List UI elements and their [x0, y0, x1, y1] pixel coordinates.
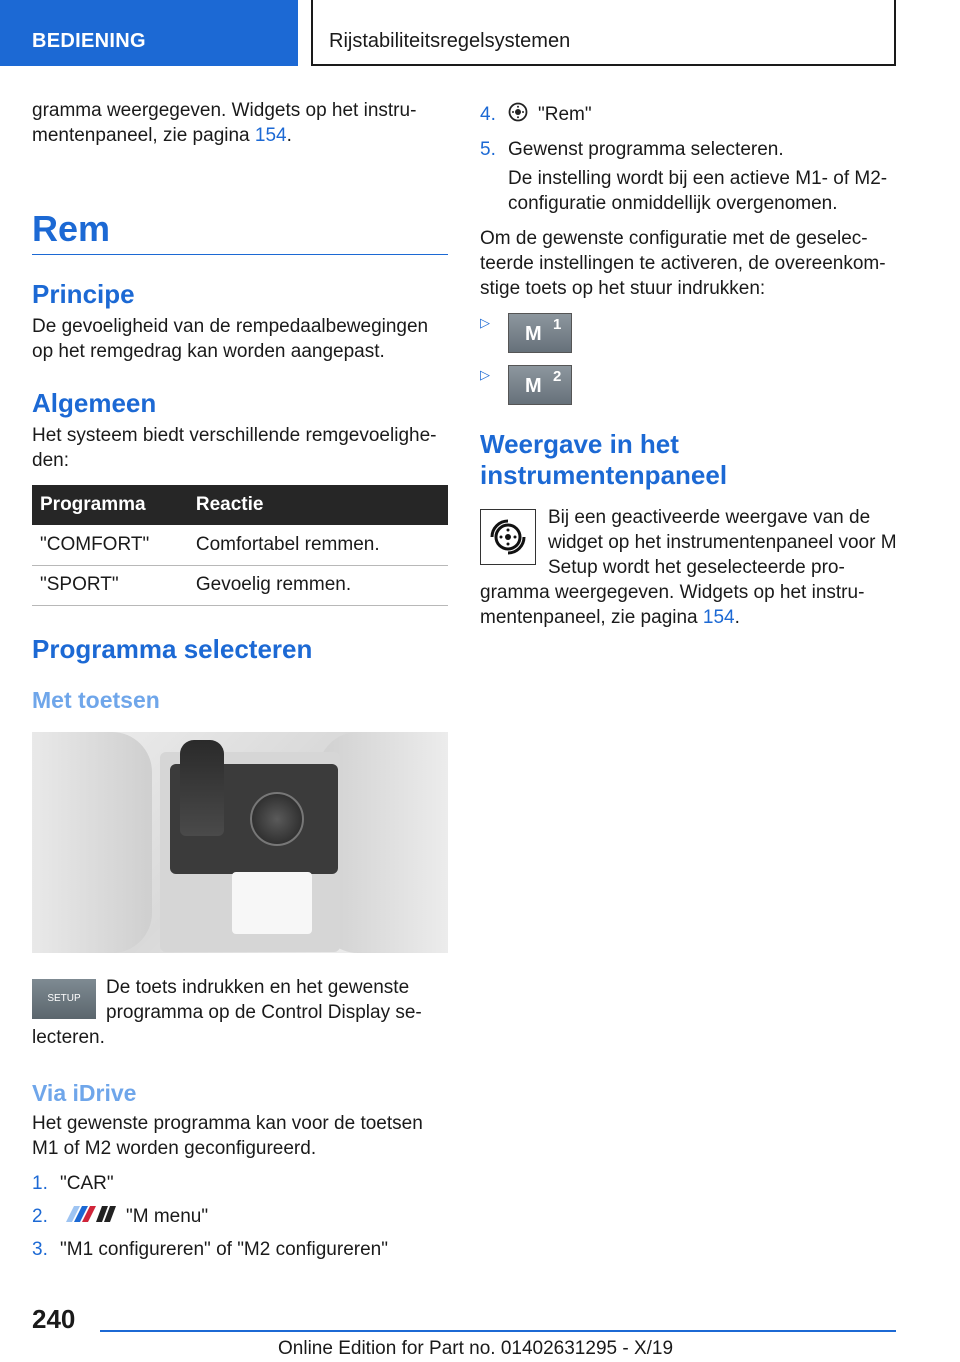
step-text: Gewenst programma selecteren. [508, 139, 784, 160]
general-text: Het systeem biedt verschillende remgevoelighe-den: [32, 425, 437, 471]
table-header-reaction: Reactie [192, 485, 448, 525]
table-row [32, 525, 448, 565]
list-item [480, 102, 900, 129]
table-cell: Gevoelig remmen. [192, 565, 448, 605]
list-item [32, 1204, 448, 1229]
edition-text: Online Edition for Part no. 01402631295 - X/19 [278, 1338, 674, 1359]
list-item [480, 137, 900, 162]
key-letter: M [525, 375, 542, 397]
right-column [480, 98, 900, 630]
brake-disc-icon [508, 102, 528, 129]
m-stripes-icon [60, 1204, 116, 1229]
table-row [32, 565, 448, 605]
display-text [480, 505, 900, 630]
table-cell: "SPORT" [32, 565, 192, 605]
list-item [32, 1237, 448, 1262]
controller-knob [250, 792, 304, 846]
footer-divider [100, 1330, 896, 1332]
chapter-tab [311, 0, 896, 66]
buttons-heading: Met toetsen [32, 686, 160, 713]
display-section [480, 505, 900, 630]
step-text: "Rem" [538, 104, 592, 125]
step-number: 4. [480, 104, 496, 125]
step-text: "M menu" [126, 1205, 209, 1227]
left-seat [32, 732, 152, 953]
intro-text: gramma weergegeven. Widgets op het instru-mentenpaneel, zie pagina [32, 100, 417, 146]
section-title: Rem [32, 208, 448, 255]
principle-text: De gevoeligheid van de rempedaalbewegingen op het remgedrag kan worden aangepast. [32, 316, 429, 362]
setup-text: De toets indrukken en het gewenste programma op de Control Display se-lecteren. [32, 976, 422, 1048]
step-number: 5. [480, 139, 496, 160]
left-column [32, 98, 448, 1270]
idrive-heading: Via iDrive [32, 1079, 137, 1106]
step-text: "M1 configureren" of "M2 configureren" [60, 1238, 388, 1260]
select-heading: Programma selecteren [32, 633, 313, 664]
triangle-bullet-icon: ▷ [480, 367, 490, 382]
m2-key-icon [508, 365, 572, 405]
principle-heading: Principe [32, 279, 135, 309]
m1-key-row [480, 313, 900, 353]
table-cell: Comfortabel remmen. [192, 525, 448, 565]
setup-icon-label: SETUP [47, 993, 81, 1004]
idrive-steps-continued [480, 102, 900, 162]
display-heading: Weergave in het instrumentenpaneel [480, 429, 728, 490]
page-number: 240 [32, 1304, 76, 1334]
setup-button-icon [32, 979, 96, 1019]
step-number: 3. [32, 1238, 48, 1260]
center-console-photo [32, 732, 448, 953]
display-end: . [734, 607, 740, 628]
intro-page-link[interactable]: 154 [254, 125, 287, 146]
key-letter: M [525, 323, 542, 345]
table-cell: "COMFORT" [32, 525, 192, 565]
key-number: 2 [553, 368, 562, 385]
key-number: 1 [553, 316, 562, 333]
general-heading: Algemeen [32, 388, 157, 418]
idrive-steps [32, 1171, 448, 1262]
step-number: 2. [32, 1205, 48, 1227]
display-text-main: Bij een geactiveerde weergave van de widget op het instrumentenpaneel voor M Setup wordt het geselecteerde pro-gramma weergegeven. Widgets op het instru-mentenpaneel, zie pagina [480, 507, 897, 628]
list-item [32, 1171, 448, 1196]
intro-end: . [286, 125, 292, 146]
idrive-text: Het gewenste programma kan voor de toetsen M1 of M2 worden geconfigureerd. [32, 1112, 423, 1159]
table-header-program: Programma [32, 485, 192, 525]
m1-key-icon [508, 313, 572, 353]
display-page-link[interactable]: 154 [702, 607, 735, 628]
m2-key-row [480, 365, 900, 405]
chapter-label: Rijstabiliteitsregelsystemen [329, 30, 571, 52]
storage-tray [232, 872, 312, 934]
brake-widget-icon [480, 509, 536, 565]
step-text: "CAR" [60, 1172, 114, 1194]
triangle-bullet-icon: ▷ [480, 315, 490, 330]
setup-instruction [32, 975, 448, 1050]
section-tab [0, 0, 298, 66]
section-label: BEDIENING [32, 30, 146, 52]
activate-text: Om de gewenste configuratie met de geselec-teerde instellingen te activeren, de overeenkom-stige toets op het stuur indrukken: [480, 228, 886, 299]
program-table [32, 485, 448, 606]
step5-note: De instelling wordt bij een actieve M1- of M2-configuratie onmiddellijk overgenomen. [508, 168, 888, 214]
table-header-row [32, 485, 448, 525]
gear-lever [180, 740, 224, 836]
intro-paragraph [32, 98, 448, 148]
page-header [0, 0, 960, 66]
step-number: 1. [32, 1172, 48, 1194]
